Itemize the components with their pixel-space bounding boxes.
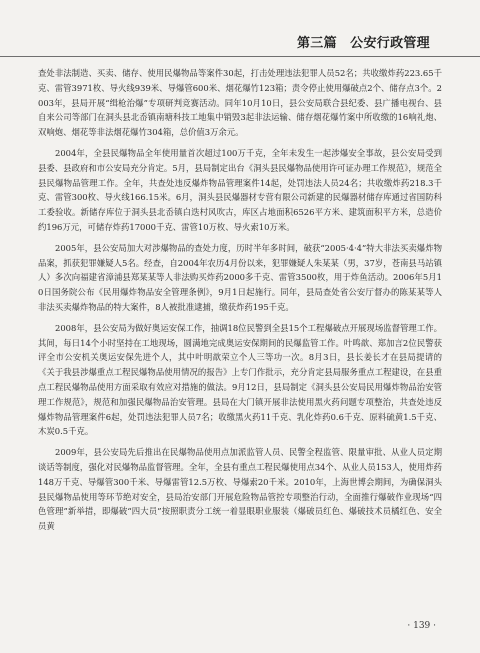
body-text: [38, 66, 442, 540]
paragraph: 2008年，县公安局为做好奥运安保工作，抽调18位民警到全县15个工程爆破点开展现场监督管理工作。其间，每日14个小时坚持在工地现场，圆满地完成奥运安保期间的民爆监管工作。叶鸣歆、郑加言2位民警获评全市公安机关奥运安保先进个人，其中叶明歆荣立个人三等功一次。8月3日，县长姜长才在县局提请的《关于我县涉爆重点工程民爆物品使用情况的报告》上专门作批示，充分肯定县局服务重点工程建设，在县重点工程民爆物品使用方面采取有效应对措施的做法。9月12日，县局制定《洞头县公安局民用爆炸物品治安管理工作规范》，规范和加强民爆物品治安管理。县局在大门镇开展非法使用黑火药问题专项整治，共查处违反爆炸物品管理案件6起，处罚违法犯罪人员7名；收缴黑火药11千克、乳化炸药0.6千克、原料硫黄1.5千克、木炭0.5千克。: [38, 322, 442, 437]
paragraph: 查处非法制造、买卖、储存、使用民爆物品等案件30起，打击处理违法犯罪人员52名；共收缴炸药223.65千克、雷管3971枚、导火线939米、导爆管600米、烟花爆竹123箱；责令停止使用爆破点2个、储存点3个。2003年，县局开展“缉枪治爆”专项研判竞赛活动。同年10月10日，县公安局联合县纪委、县广播电视台、县自来公司等部门在洞头县北岙镇南塘科技工地集中销毁3起非法运输、储存烟花爆竹案中所收缴的16响礼炮、双响炮、烟花等非法烟花爆竹304箱，总价值3万余元。: [38, 68, 442, 138]
chapter-title: 第三篇 公安行政管理: [296, 36, 430, 51]
paragraph: 2009年，县公安局先后推出在民爆物品使用点加派监管人员、民警全程监管、限量审批、从业人员定期谈话等制度，强化对民爆物品监督管理。全年，全县有重点工程民爆使用点34个、从业人员153人，使用炸药148万千克、导爆管300千米、导爆雷管12.5万枚、导爆索20千米。2010年，上海世博会期间，为确保洞头县民爆物品使用等环节绝对安全，县局治安部门开展危险物品管控专项整治行动，全面推行爆破作业现场“四色管理”新举措，即爆破“四大员”按照职责分工统一着显眼职业服装（爆破员红色、爆破技术员橘红色、安全员黄: [38, 447, 442, 532]
paragraph: 2005年，县公安局加大对涉爆物品的查处力度，历时半年多时间，破获“2005·4·4”特大非法买卖爆炸物品案，抓获犯罪嫌疑人5名。经查，自2004年农历4月份以来，犯罪嫌疑人朱某某（男，37岁，苍南县马站镇人）多次向福建省漳浦县郑某某等人非法购买炸药2000多千克、雷管3500枚，用于炸鱼活动。2006年5月10日国务院公布《民用爆炸物品安全管理条例》，9月1日起施行。同年，县局查处省公安厅督办的陈某某等人非法买卖爆炸物品的特大案件，8人被批准逮捕，缴获炸药195千克。: [38, 242, 442, 312]
page-number: · 139 ·: [407, 621, 436, 631]
running-header: [0, 0, 480, 57]
paragraph: 2004年，全县民爆物品全年使用量首次超过100万千克，全年未发生一起涉爆安全事故，县公安局受到县委、县政府和市公安局充分肯定。5月，县局制定出台《洞头县民爆物品使用许可证办理工作规范》，规范全县民爆物品管理工作。全年，共查处违反爆炸物品管理案件14起，处罚违法人员24名；共收缴炸药218.3千克、雷管300枚、导火线166.15米。6月，洞头县民爆器材专营有限公司新建的民爆器材储存库通过省国防科工委验收。新储存库位于洞头县北岙镇白迭村风吹古，库区占地面积6526平方米、建筑面积平方米，总造价约196万元，可储存炸药17000千克、雷管10万枚、导火索10万米。: [38, 147, 442, 232]
